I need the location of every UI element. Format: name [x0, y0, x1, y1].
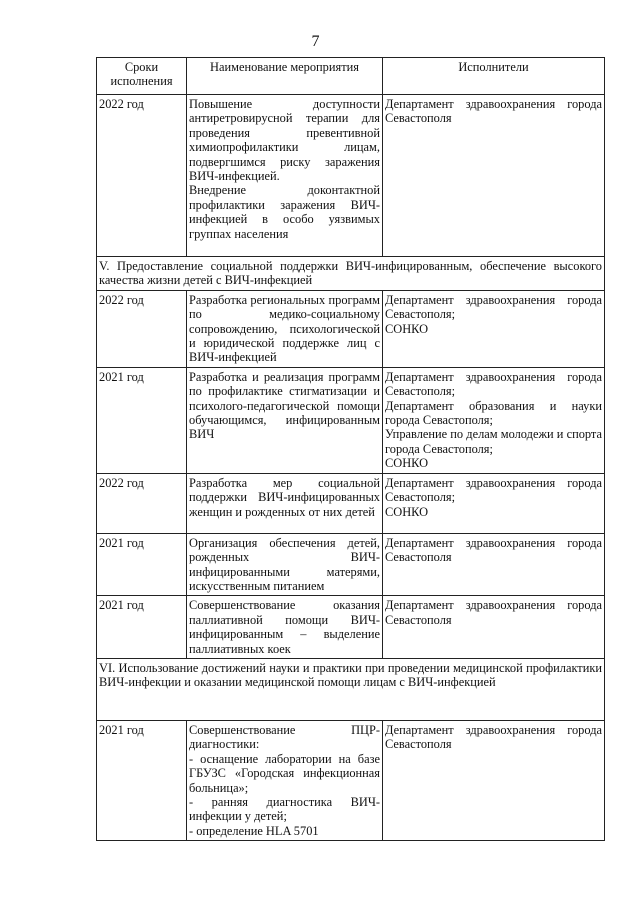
- table-row: [97, 95, 605, 257]
- row-term: 2021 год: [97, 720, 187, 840]
- row-term: 2022 год: [97, 473, 187, 533]
- executor-text: Департамент здравоохранения города Севастополя: [385, 598, 602, 627]
- table-header-row: [97, 58, 605, 95]
- section-title: VI. Использование достижений науки и практики при проведении медицинской профилактики ВИЧ-инфекции и оказании медицинской помощи лицам с ВИЧ-инфекцией: [97, 658, 605, 720]
- table-row: [97, 473, 605, 533]
- row-event: [187, 596, 383, 659]
- row-executors: [383, 290, 605, 367]
- table-row: [97, 290, 605, 367]
- row-event: [187, 367, 383, 473]
- header-executors: Исполнители: [383, 58, 605, 95]
- row-term: 2021 год: [97, 533, 187, 596]
- row-event: [187, 95, 383, 257]
- row-term: 2022 год: [97, 290, 187, 367]
- row-event: [187, 720, 383, 840]
- event-text: Совершенствование ПЦР-диагностики:: [189, 722, 380, 752]
- header-term: Сроки исполнения: [97, 58, 187, 95]
- row-executors: [383, 95, 605, 257]
- executor-text: Департамент здравоохранения города Севастополя;: [385, 292, 602, 322]
- executor-text: Департамент здравоохранения города Севастополя: [385, 97, 602, 126]
- executor-text: Департамент здравоохранения города Севастополя: [385, 535, 602, 565]
- executor-text: Управление по делам молодежи и спорта города Севастополя;: [385, 427, 602, 456]
- executor-text: СОНКО: [385, 456, 429, 471]
- event-text: Организация обеспечения детей, рожденных ВИЧ-инфицированными матерями, искусственным питанием: [189, 535, 380, 593]
- row-executors: [383, 473, 605, 533]
- table-row: [97, 596, 605, 659]
- row-term: 2021 год: [97, 596, 187, 659]
- executor-text: СОНКО: [385, 321, 429, 336]
- table-row: [97, 533, 605, 596]
- executor-text: Департамент здравоохранения города Севастополя: [385, 722, 602, 752]
- event-text: - оснащение лаборатории на базе ГБУЗС «Городская инфекционная больница»;: [189, 751, 380, 795]
- event-text: Разработка и реализация программ по профилактике стигматизации и психолого-педагогической помощи обучающимся, инфицированным ВИЧ: [189, 369, 380, 442]
- header-event: Наименование мероприятия: [187, 58, 383, 95]
- row-event: [187, 290, 383, 367]
- event-text: - определение HLA 5701: [189, 823, 319, 838]
- section-row: [97, 658, 605, 720]
- page-number: 7: [311, 33, 320, 50]
- row-term: 2022 год: [97, 95, 187, 257]
- row-executors: [383, 367, 605, 473]
- executor-text: Департамент образования и науки города Севастополя;: [385, 398, 602, 428]
- action-plan-table: [96, 57, 605, 841]
- row-executors: [383, 720, 605, 840]
- row-event: [187, 473, 383, 533]
- row-executors: [383, 533, 605, 596]
- table-row: [97, 367, 605, 473]
- executor-text: СОНКО: [385, 504, 429, 519]
- table-row: [97, 720, 605, 840]
- row-event: [187, 533, 383, 596]
- executor-text: Департамент здравоохранения города Севастополя;: [385, 369, 602, 399]
- event-text: Повышение доступности антиретровирусной терапии для проведения превентивной химиопрофилактики лицам, подвергшимся риску заражения ВИЧ-инфекцией.: [189, 97, 380, 184]
- section-row: [97, 257, 605, 291]
- event-text: Разработка мер социальной поддержки ВИЧ-инфицированных женщин и рожденных от них детей: [189, 475, 380, 519]
- row-term: 2021 год: [97, 367, 187, 473]
- event-text: Совершенствование оказания паллиативной помощи ВИЧ-инфицированным – выделение паллиативных коек: [189, 598, 380, 656]
- executor-text: Департамент здравоохранения города Севастополя;: [385, 475, 602, 505]
- event-text: Разработка региональных программ по медико-социальному сопровождению, психологической и юридической поддержке лиц с ВИЧ-инфекцией: [189, 292, 380, 365]
- section-title: V. Предоставление социальной поддержки ВИЧ-инфицированным, обеспечение высокого качества жизни детей с ВИЧ-инфекцией: [97, 257, 605, 291]
- event-text: - ранняя диагностика ВИЧ-инфекции у детей;: [189, 794, 380, 824]
- row-executors: [383, 596, 605, 659]
- event-text: Внедрение доконтактной профилактики заражения ВИЧ-инфекцией в особо уязвимых группах населения: [189, 183, 380, 241]
